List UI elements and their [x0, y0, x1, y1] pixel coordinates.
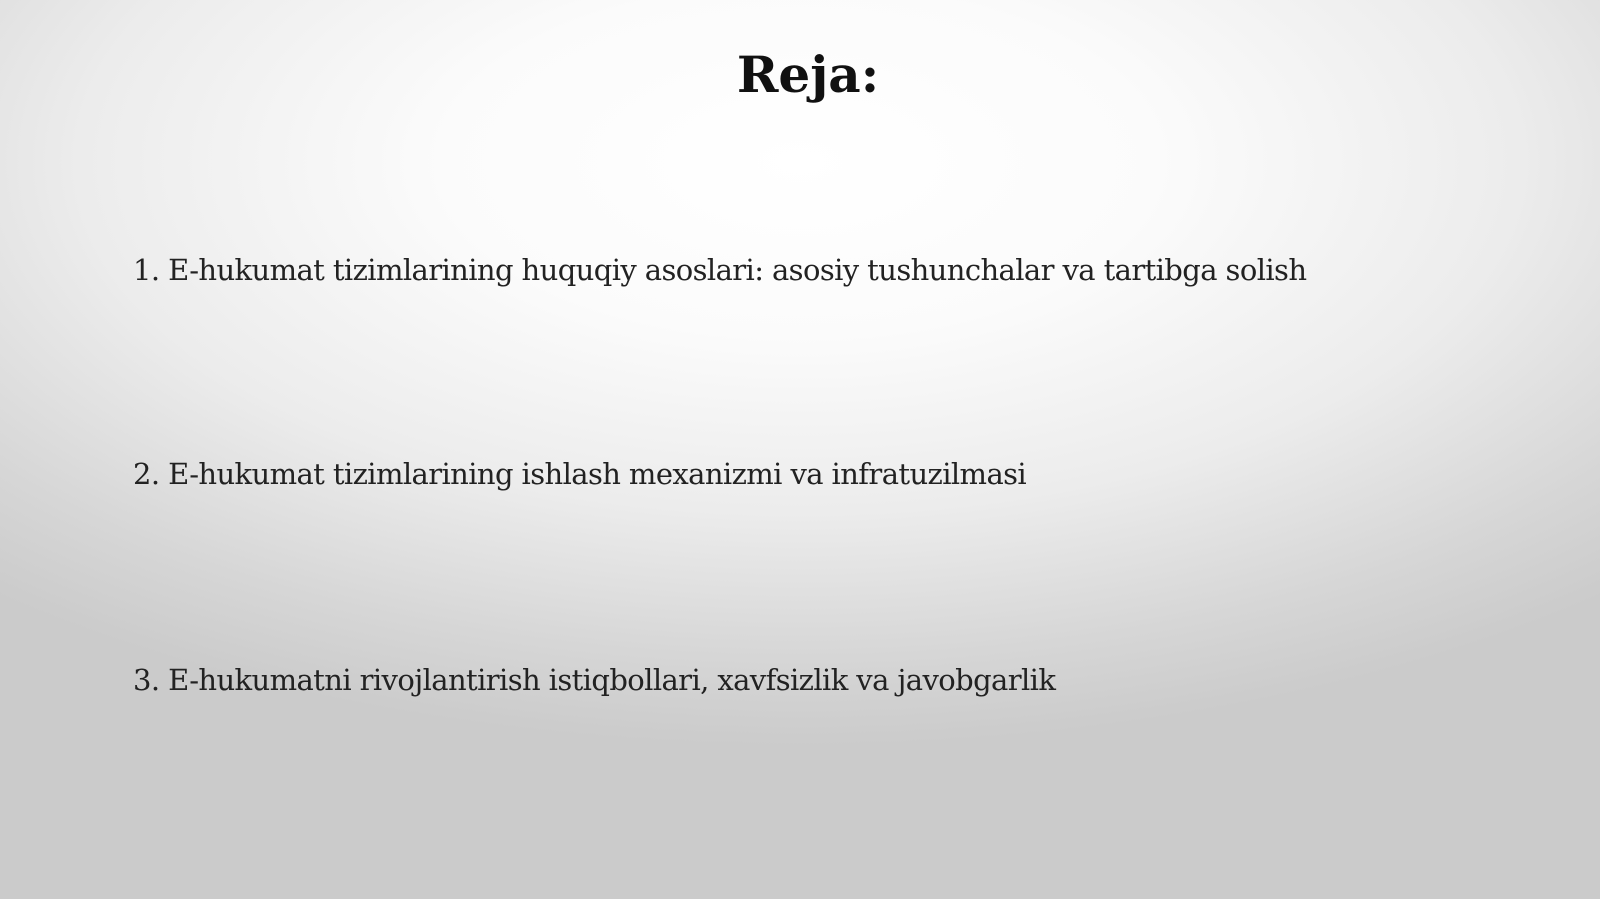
plan-item-3: 3. E-hukumatni rivojlantirish istiqbollari, xavfsizlik va javobgarlik [133, 663, 1056, 697]
plan-item-2: 2. E-hukumat tizimlarining ishlash mexanizmi va infratuzilmasi [133, 457, 1027, 491]
plan-item-1: 1. E-hukumat tizimlarining huquqiy asoslari: asosiy tushunchalar va tartibga solish [133, 253, 1307, 287]
slide-title: Reja: [736, 45, 880, 104]
